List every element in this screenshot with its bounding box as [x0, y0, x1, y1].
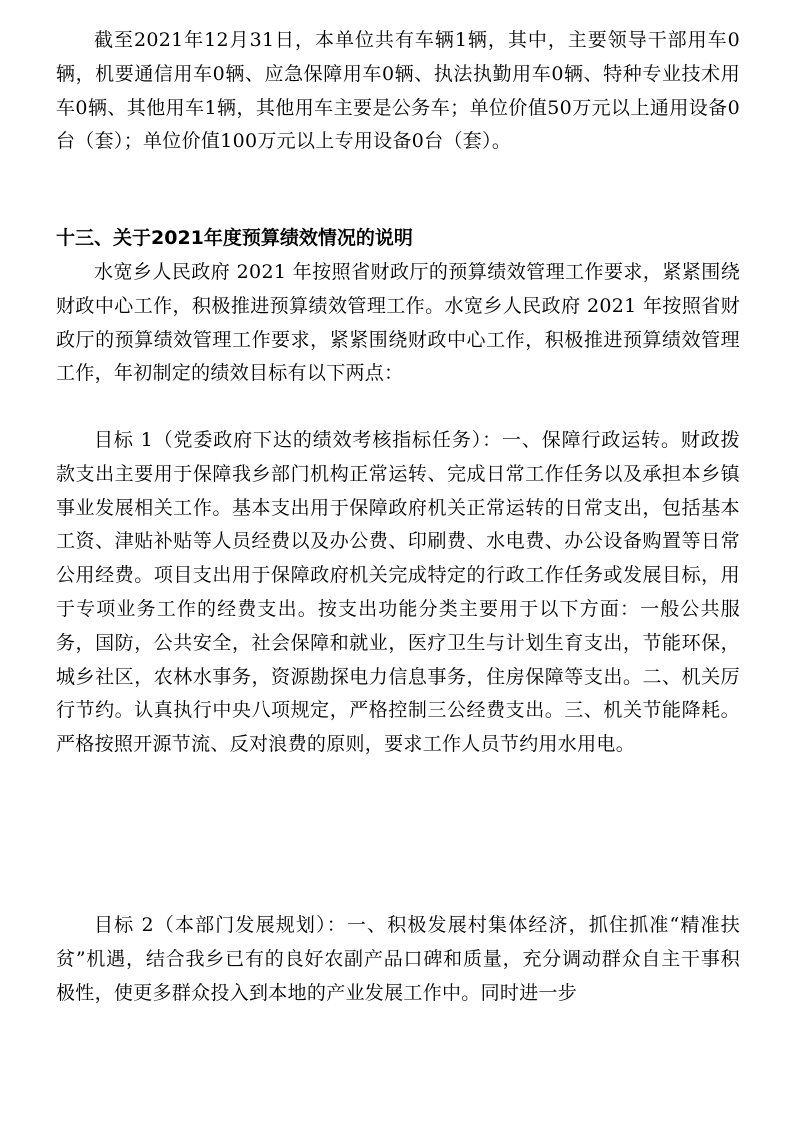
paragraph-performance-intro: 水宽乡人民政府 2021 年按照省财政厅的预算绩效管理工作要求，紧紧围绕财政中心工作，积极推进预算绩效管理工作。水宽乡人民政府 2021 年按照省财政厅的预算绩效管理工作要求，紧紧围绕财政中心工作，积极推进预算绩效管理工作，年初制定的绩效目标有以下两点： [56, 261, 740, 385]
section-13-heading: 十三、关于2021年度预算绩效情况的说明 [56, 227, 413, 249]
paragraph-goal-1: 目标 1（党委政府下达的绩效考核指标任务）：一、保障行政运转。财政拨款支出主要用于保障我乡部门机构正常运转、完成日常工作任务以及承担本乡镇事业发展相关工作。基本支出用于保障政府机关正常运转的日常支出，包括基本工资、津贴补贴等人员经费以及办公费、印刷费、水电费、办公设备购置等日常公用经费。项目支出用于保障政府机关完成特定的行政工作任务或发展目标，用于专项业务工作的经费支出。按支出功能分类主要用于以下方面：一般公共服务，国防，公共安全，社会保障和就业，医疗卫生与计划生育支出，节能环保，城乡社区，农林水事务，资源勘探电力信息事务，住房保障等支出。二、机关厉行节约。认真执行中央八项规定，严格控制三公经费支出。三、机关节能降耗。严格按照开源节流、反对浪费的原则，要求工作人员节约用水用电。 [56, 429, 740, 756]
paragraph-vehicles: 截至2021年12月31日，本单位共有车辆1辆，其中，主要领导干部用车0辆，机要通信用车0辆、应急保障用车0辆、执法执勤用车0辆、特种专业技术用车0辆、其他用车1辆，其他用车主要是公务车；单位价值50万元以上通用设备0台（套）；单位价值100万元以上专用设备0台（套）。 [56, 29, 740, 153]
paragraph-goal-2: 目标 2（本部门发展规划）：一、积极发展村集体经济，抓住抓准“精准扶贫”机遇，结合我乡已有的良好农副产品口碑和质量，充分调动群众自主干事积极性，使更多群众投入到本地的产业发展工作中。同时进一步 [56, 914, 740, 1004]
